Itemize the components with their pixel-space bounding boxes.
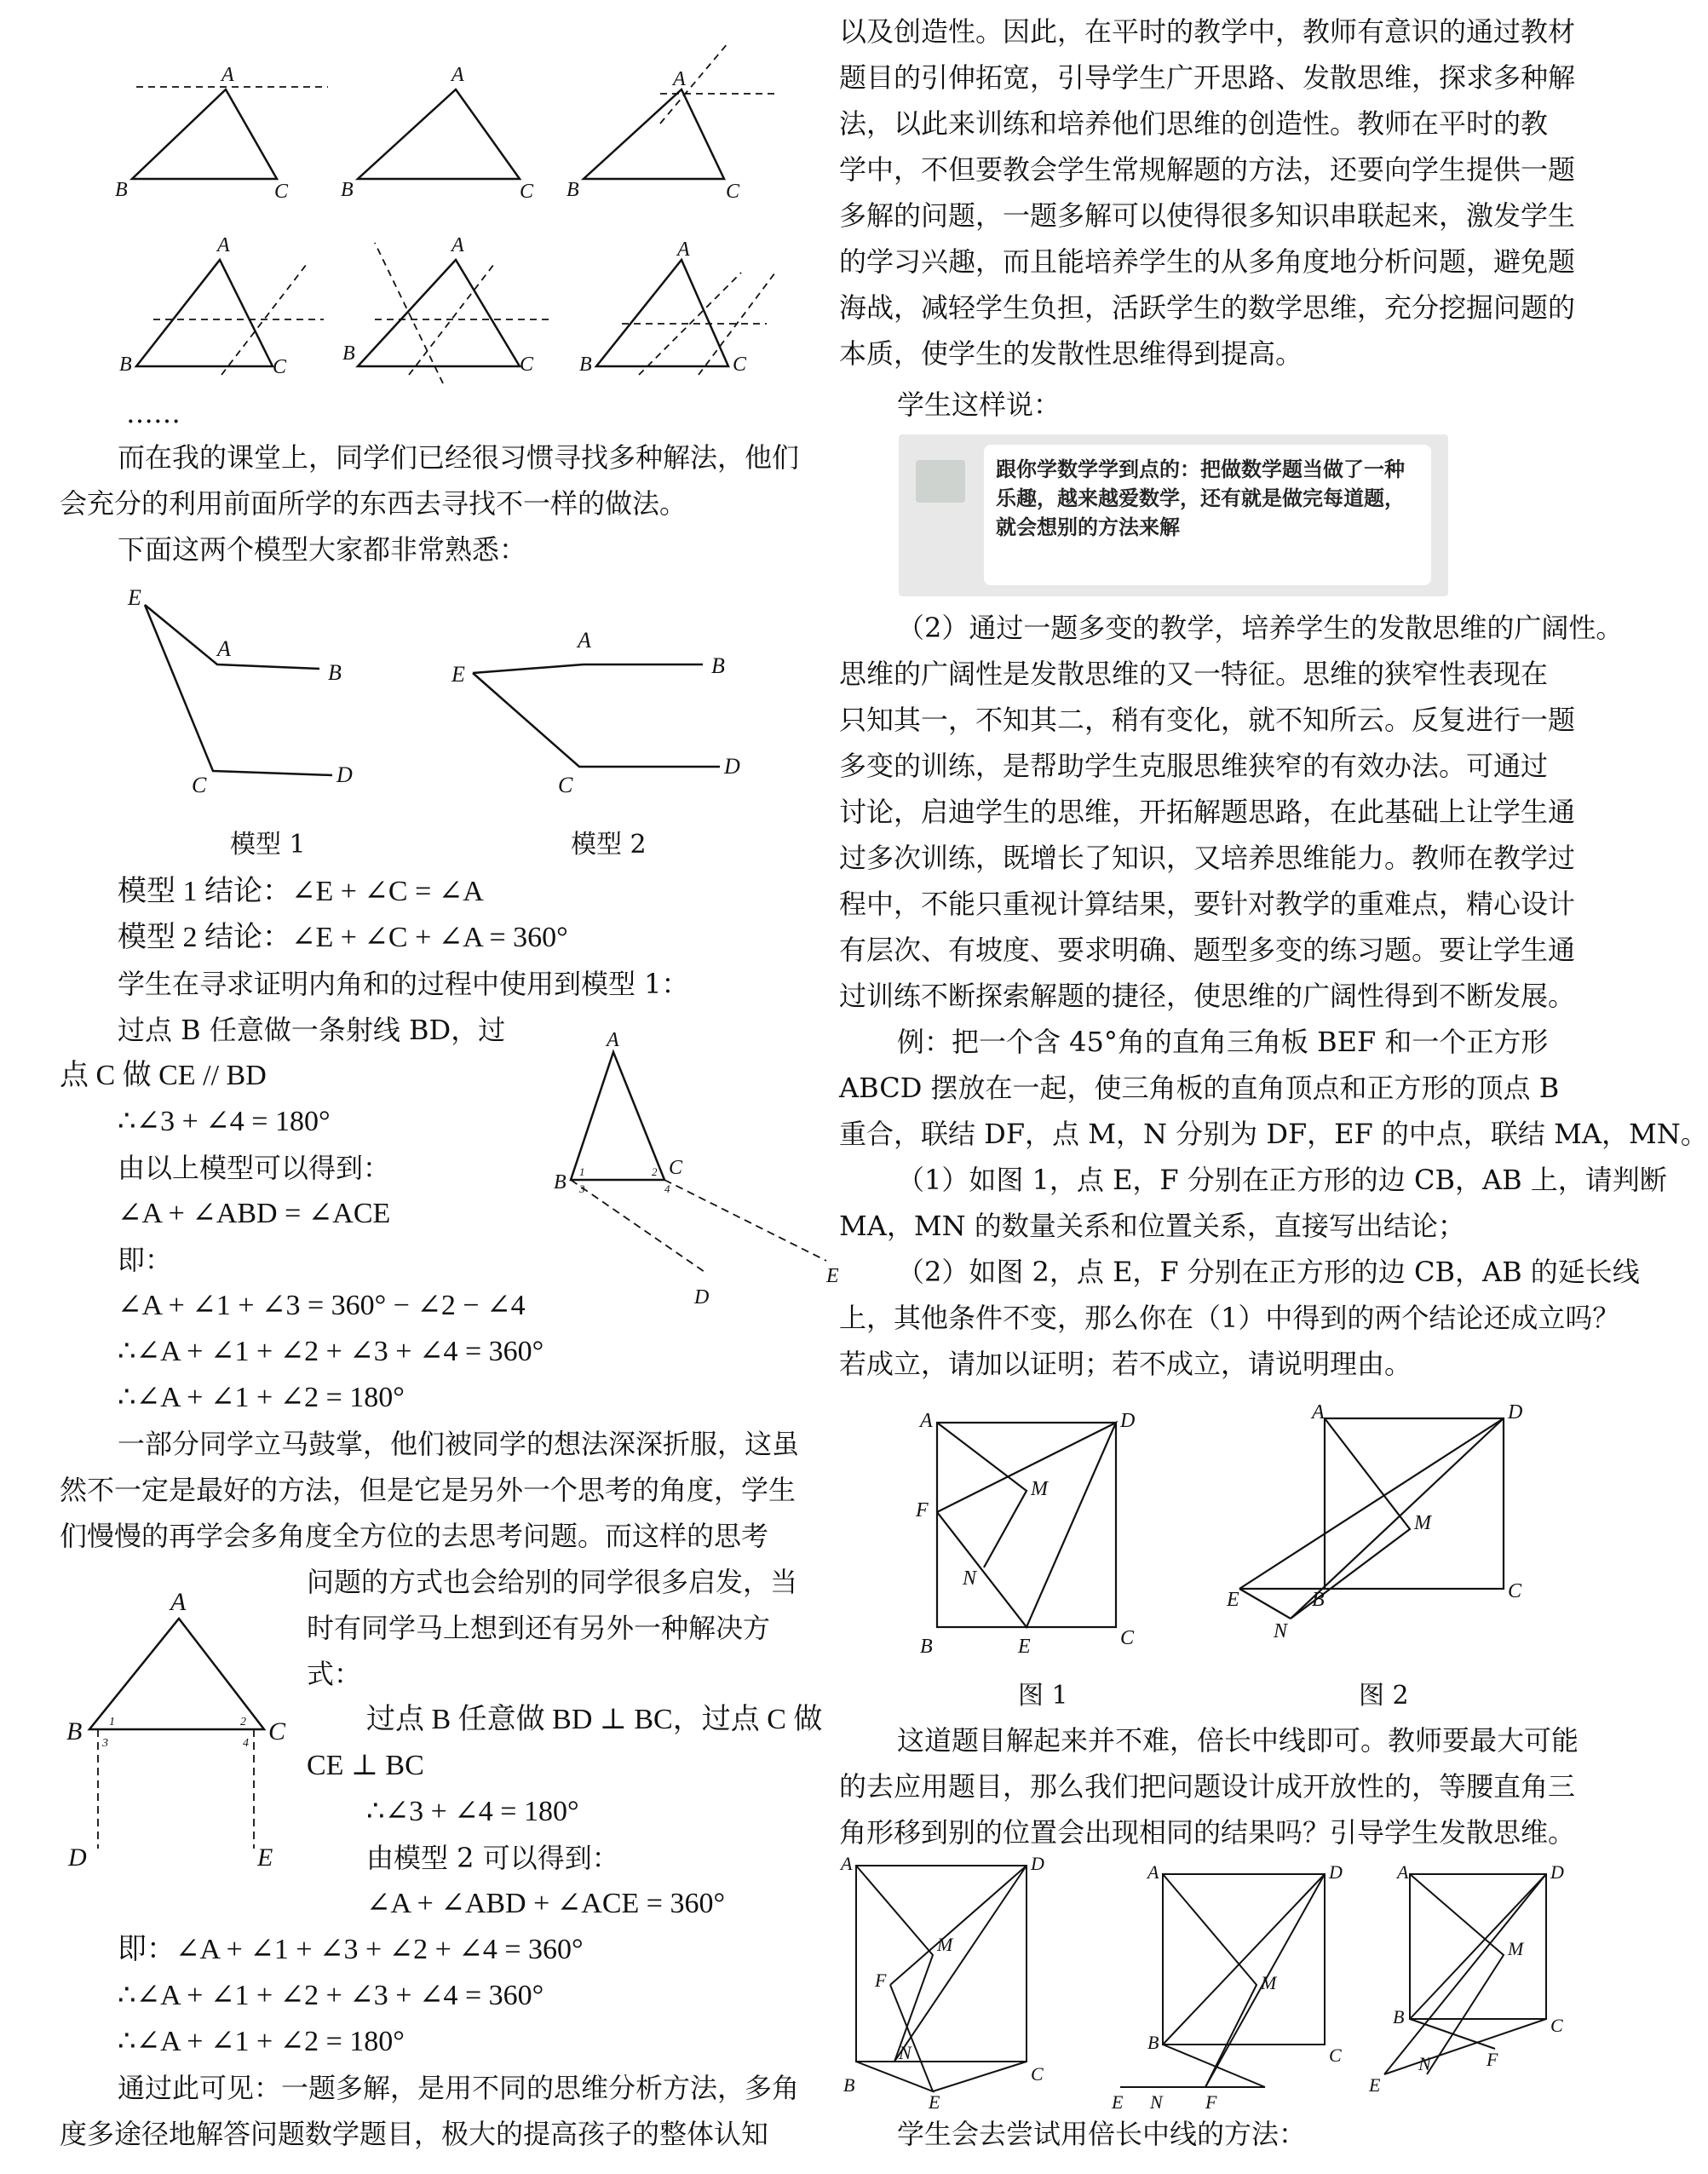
svg-text:E: E bbox=[128, 585, 141, 610]
svg-text:A: A bbox=[217, 234, 230, 256]
svg-text:N: N bbox=[1274, 1620, 1288, 1642]
proof-step: 由模型 2 可以得到： bbox=[366, 1842, 619, 1874]
svg-text:D: D bbox=[1120, 1410, 1136, 1432]
paragraph-line: 多变的训练，是帮助学生克服思维狭窄的有效办法。可通过 bbox=[839, 750, 1549, 782]
proof-step: CE ⊥ BC bbox=[307, 1750, 424, 1781]
paragraph-line: 例：把一个含 45°角的直角三角板 BEF 和一个正方形 bbox=[897, 1026, 1549, 1058]
svg-text:B: B bbox=[1393, 2006, 1405, 2027]
svg-text:A: A bbox=[920, 1410, 933, 1432]
svg-text:A: A bbox=[170, 1588, 187, 1616]
svg-text:C: C bbox=[192, 773, 207, 797]
paragraph-line: 式： bbox=[307, 1658, 362, 1690]
proof-step: ∴∠A + ∠1 + ∠2 = 180° bbox=[118, 2026, 405, 2057]
paragraph-line: 的去应用题目，那么我们把问题设计成开放性的，等腰直角三 bbox=[839, 1770, 1576, 1803]
model2-conclusion: 模型 2 结论：∠E + ∠C + ∠A = 360° bbox=[118, 922, 568, 953]
svg-text:E: E bbox=[1227, 1589, 1239, 1611]
paragraph-line: 以及创造性。因此，在平时的教学中，教师有意识的通过教材 bbox=[839, 15, 1576, 48]
proof-step: ∴∠A + ∠1 + ∠2 + ∠3 + ∠4 = 360° bbox=[118, 1336, 544, 1367]
paragraph-line: 讨论，启迪学生的思维，开拓解题思路，在此基础上让学生通 bbox=[839, 796, 1576, 828]
svg-text:C: C bbox=[268, 1717, 286, 1746]
svg-text:C: C bbox=[1031, 2063, 1044, 2085]
svg-text:C: C bbox=[1120, 1627, 1135, 1649]
paragraph-line: 题目的引伸拓宽，引导学生广开思路、发散思维，探求多种解 bbox=[839, 61, 1576, 94]
svg-text:E: E bbox=[826, 1265, 839, 1287]
student-chat-screenshot bbox=[899, 434, 1448, 596]
svg-text:B: B bbox=[341, 179, 354, 201]
proof-step: ∠A + ∠ABD + ∠ACE = 360° bbox=[366, 1888, 726, 1919]
figure2-caption: 图 2 bbox=[1359, 1681, 1409, 1711]
svg-text:A: A bbox=[451, 234, 464, 256]
svg-text:A: A bbox=[677, 239, 690, 261]
proof-step: ∴∠3 + ∠4 = 180° bbox=[366, 1796, 579, 1827]
svg-text:A: A bbox=[1147, 1861, 1159, 1883]
paragraph-line: 本质，使学生的发散性思维得到提高。 bbox=[839, 337, 1303, 370]
paragraph-line: 法，以此来训练和培养他们思维的创造性。教师在平时的教 bbox=[839, 107, 1549, 140]
svg-text:F: F bbox=[875, 1970, 887, 1991]
proof-step: 即： bbox=[118, 1244, 173, 1276]
svg-text:C: C bbox=[520, 181, 534, 203]
svg-text:D: D bbox=[1508, 1401, 1523, 1423]
svg-text:B: B bbox=[843, 2074, 855, 2096]
paragraph-line: 只知其一，不知其二，稍有变化，就不知所云。反复进行一题 bbox=[839, 704, 1576, 736]
svg-text:D: D bbox=[724, 754, 740, 779]
paragraph-line: 过多次训练，既增长了知识，又培养思维能力。教师在教学过 bbox=[839, 842, 1576, 874]
model-figures bbox=[111, 585, 792, 809]
svg-text:1: 1 bbox=[579, 1165, 585, 1178]
svg-text:C: C bbox=[1508, 1580, 1522, 1602]
perpendicular-proof-figure bbox=[60, 1584, 298, 1874]
svg-text:C: C bbox=[669, 1157, 683, 1179]
paragraph-line: 度多途径地解答问题数学题目，极大的提高孩子的整体认知 bbox=[60, 2118, 769, 2150]
svg-text:B: B bbox=[328, 660, 342, 685]
paragraph-line: 的学习兴趣，而且能培养学生的从多角度地分析问题，避免题 bbox=[839, 245, 1576, 278]
svg-text:C: C bbox=[558, 773, 573, 797]
svg-text:A: A bbox=[673, 68, 686, 90]
svg-text:B: B bbox=[920, 1636, 933, 1658]
svg-text:M: M bbox=[1508, 1938, 1524, 1959]
svg-text:B: B bbox=[1147, 2032, 1159, 2053]
svg-text:B: B bbox=[119, 354, 132, 376]
proof-step: 由以上模型可以得到： bbox=[118, 1152, 391, 1184]
svg-text:M: M bbox=[937, 1934, 953, 1955]
svg-text:D: D bbox=[694, 1286, 710, 1308]
paragraph-line: 学生会去尝试用倍长中线的方法： bbox=[897, 2118, 1307, 2150]
svg-text:D: D bbox=[68, 1843, 87, 1872]
svg-text:A: A bbox=[578, 628, 591, 653]
svg-text:A: A bbox=[1312, 1401, 1325, 1423]
svg-text:E: E bbox=[451, 662, 465, 687]
svg-text:A: A bbox=[841, 1853, 853, 1874]
svg-text:A: A bbox=[451, 64, 464, 86]
svg-text:3: 3 bbox=[102, 1737, 108, 1750]
svg-text:B: B bbox=[66, 1717, 83, 1746]
avatar bbox=[916, 460, 965, 503]
paragraph-line: 然不一定是最好的方法，但是它是另外一个思考的角度，学生 bbox=[60, 1474, 796, 1506]
svg-text:B: B bbox=[1312, 1589, 1325, 1611]
paragraph-line: 多解的问题，一题多解可以使得很多知识串联起来，激发学生 bbox=[839, 199, 1576, 232]
svg-text:F: F bbox=[1205, 2091, 1217, 2113]
paragraph-line: 通过此可见：一题多解，是用不同的思维分析方法，多角 bbox=[118, 2072, 800, 2104]
svg-text:4: 4 bbox=[664, 1182, 670, 1195]
svg-text:2: 2 bbox=[652, 1165, 658, 1178]
svg-text:A: A bbox=[217, 636, 231, 661]
paragraph-line: 重合，联结 DF，点 M，N 分别为 DF，EF 的中点，联结 MA，MN。 bbox=[839, 1118, 1708, 1150]
svg-text:C: C bbox=[1329, 2045, 1342, 2066]
svg-text:2: 2 bbox=[240, 1716, 246, 1728]
paragraph-line: （2）如图 2，点 E，F 分别在正方形的边 CB，AB 的延长线 bbox=[897, 1256, 1640, 1288]
paragraph-line: 若成立，请加以证明；若不成立，请说明理由。 bbox=[839, 1348, 1412, 1380]
svg-text:M: M bbox=[1261, 1972, 1277, 1993]
paragraph-line: 问题的方式也会给别的同学很多启发，当 bbox=[307, 1566, 798, 1598]
svg-text:E: E bbox=[1369, 2074, 1381, 2096]
svg-text:C: C bbox=[726, 181, 740, 203]
paragraph-line: 下面这两个模型大家都非常熟悉： bbox=[118, 533, 527, 566]
proof-step: 过点 B 任意做 BD ⊥ BC，过点 C 做 bbox=[366, 1704, 823, 1735]
paragraph-line: 们慢慢的再学会多角度全方位的去思考问题。而这样的思考 bbox=[60, 1520, 769, 1552]
paragraph-line: 时有同学马上想到还有另外一种解决方 bbox=[307, 1612, 771, 1644]
svg-text:M: M bbox=[1414, 1512, 1431, 1534]
svg-text:B: B bbox=[711, 653, 725, 678]
paragraph-line: 有层次、有坡度、要求明确、题型多变的练习题。要让学生通 bbox=[839, 934, 1576, 966]
proof-step: ∠A + ∠1 + ∠3 = 360° − ∠2 − ∠4 bbox=[118, 1290, 526, 1321]
svg-text:E: E bbox=[1018, 1636, 1031, 1658]
paragraph-line: 而在我的课堂上，同学们已经很习惯寻找多种解法，他们 bbox=[118, 441, 800, 474]
variant-figures bbox=[839, 1853, 1580, 2113]
proof-step: ∴∠3 + ∠4 = 180° bbox=[118, 1106, 331, 1137]
svg-text:F: F bbox=[916, 1499, 929, 1521]
chat-bubble: 跟你学数学学到点的：把做数学题当做了一种乐趣，越来越爱数学，还有就是做完每道题，就会想别的方法来解 bbox=[984, 445, 1431, 585]
svg-text:C: C bbox=[273, 356, 287, 378]
svg-text:D: D bbox=[336, 762, 353, 787]
proof-step: ∠A + ∠ABD = ∠ACE bbox=[118, 1198, 391, 1229]
proof-step: 点 C 做 CE // BD bbox=[60, 1060, 267, 1091]
paragraph-line: （1）如图 1，点 E，F 分别在正方形的边 CB，AB 上，请判断 bbox=[897, 1164, 1667, 1196]
paragraph-line: 海战，减轻学生负担，活跃学生的数学思维，充分挖掘问题的 bbox=[839, 291, 1576, 324]
svg-text:C: C bbox=[733, 354, 747, 376]
model1-conclusion: 模型 1 结论：∠E + ∠C = ∠A bbox=[118, 876, 484, 907]
svg-text:B: B bbox=[566, 179, 579, 201]
svg-text:D: D bbox=[1329, 1861, 1343, 1883]
svg-text:C: C bbox=[1550, 2015, 1563, 2036]
paragraph-line: MA，MN 的数量关系和位置关系，直接写出结论； bbox=[839, 1210, 1465, 1242]
svg-text:A: A bbox=[221, 64, 234, 86]
proof-step: ∴∠A + ∠1 + ∠2 + ∠3 + ∠4 = 360° bbox=[118, 1980, 544, 2011]
svg-text:N: N bbox=[963, 1567, 977, 1590]
svg-text:B: B bbox=[579, 354, 592, 376]
svg-text:A: A bbox=[607, 1029, 619, 1051]
paragraph-line: （2）通过一题多变的教学，培养学生的发散思维的广阔性。 bbox=[897, 612, 1624, 644]
paragraph-line: 一部分同学立马鼓掌，他们被同学的想法深深折服，这虽 bbox=[118, 1428, 800, 1460]
paragraph-line: 学生这样说： bbox=[897, 388, 1061, 421]
ellipsis: …… bbox=[126, 397, 181, 429]
paragraph-line: 角形移到别的位置会出现相同的结果吗？引导学生发散思维。 bbox=[839, 1816, 1576, 1849]
paragraph-line: 学中，不但要教会学生常规解题的方法，还要向学生提供一题 bbox=[839, 153, 1576, 186]
svg-text:N: N bbox=[1150, 2091, 1163, 2113]
svg-text:C: C bbox=[520, 354, 534, 376]
svg-text:F: F bbox=[1487, 2049, 1498, 2070]
svg-text:D: D bbox=[1550, 1861, 1564, 1883]
svg-text:B: B bbox=[342, 342, 355, 365]
proof-step: 即：∠A + ∠1 + ∠3 + ∠2 + ∠4 = 360° bbox=[118, 1934, 584, 1965]
svg-text:4: 4 bbox=[243, 1737, 249, 1750]
paragraph-line: 会充分的利用前面所学的东西去寻找不一样的做法。 bbox=[60, 487, 687, 520]
svg-text:E: E bbox=[929, 2091, 940, 2113]
svg-text:D: D bbox=[1031, 1853, 1044, 1874]
svg-text:3: 3 bbox=[579, 1182, 585, 1195]
svg-text:1: 1 bbox=[109, 1716, 115, 1728]
svg-text:E: E bbox=[1112, 2091, 1124, 2113]
svg-text:N: N bbox=[899, 2042, 912, 2063]
six-triangle-figures bbox=[94, 51, 809, 392]
svg-text:B: B bbox=[554, 1171, 566, 1193]
paragraph-line: 思维的广阔性是发散思维的又一特征。思维的狭窄性表现在 bbox=[839, 658, 1549, 690]
figure1-caption: 图 1 bbox=[1018, 1681, 1068, 1711]
svg-text:B: B bbox=[115, 179, 128, 201]
paragraph-line: ABCD 摆放在一起，使三角板的直角顶点和正方形的顶点 B bbox=[839, 1072, 1560, 1104]
svg-text:E: E bbox=[257, 1843, 273, 1872]
svg-text:N: N bbox=[1418, 2053, 1431, 2074]
svg-text:M: M bbox=[1031, 1478, 1048, 1500]
proof-step: 过点 B 任意做一条射线 BD，过 bbox=[118, 1014, 506, 1046]
paragraph-line: 上，其他条件不变，那么你在（1）中得到的两个结论还成立吗？ bbox=[839, 1302, 1620, 1334]
parallel-proof-figure bbox=[494, 1029, 839, 1312]
model2-caption: 模型 2 bbox=[571, 830, 647, 860]
proof-step: ∴∠A + ∠1 + ∠2 = 180° bbox=[118, 1382, 405, 1413]
svg-text:A: A bbox=[1397, 1861, 1409, 1883]
paragraph-line: 这道题目解起来并不难，倍长中线即可。教师要最大可能 bbox=[897, 1724, 1579, 1757]
paragraph-line: 学生在寻求证明内角和的过程中使用到模型 1： bbox=[118, 968, 689, 1000]
paragraph-line: 程中，不能只重视计算结果，要针对教学的重难点，精心设计 bbox=[839, 888, 1576, 920]
model1-caption: 模型 1 bbox=[230, 830, 306, 860]
square-figures-1-2 bbox=[890, 1401, 1572, 1661]
paragraph-line: 过训练不断探索解题的捷径，使思维的广阔性得到不断发展。 bbox=[839, 980, 1576, 1012]
svg-text:C: C bbox=[274, 181, 289, 203]
